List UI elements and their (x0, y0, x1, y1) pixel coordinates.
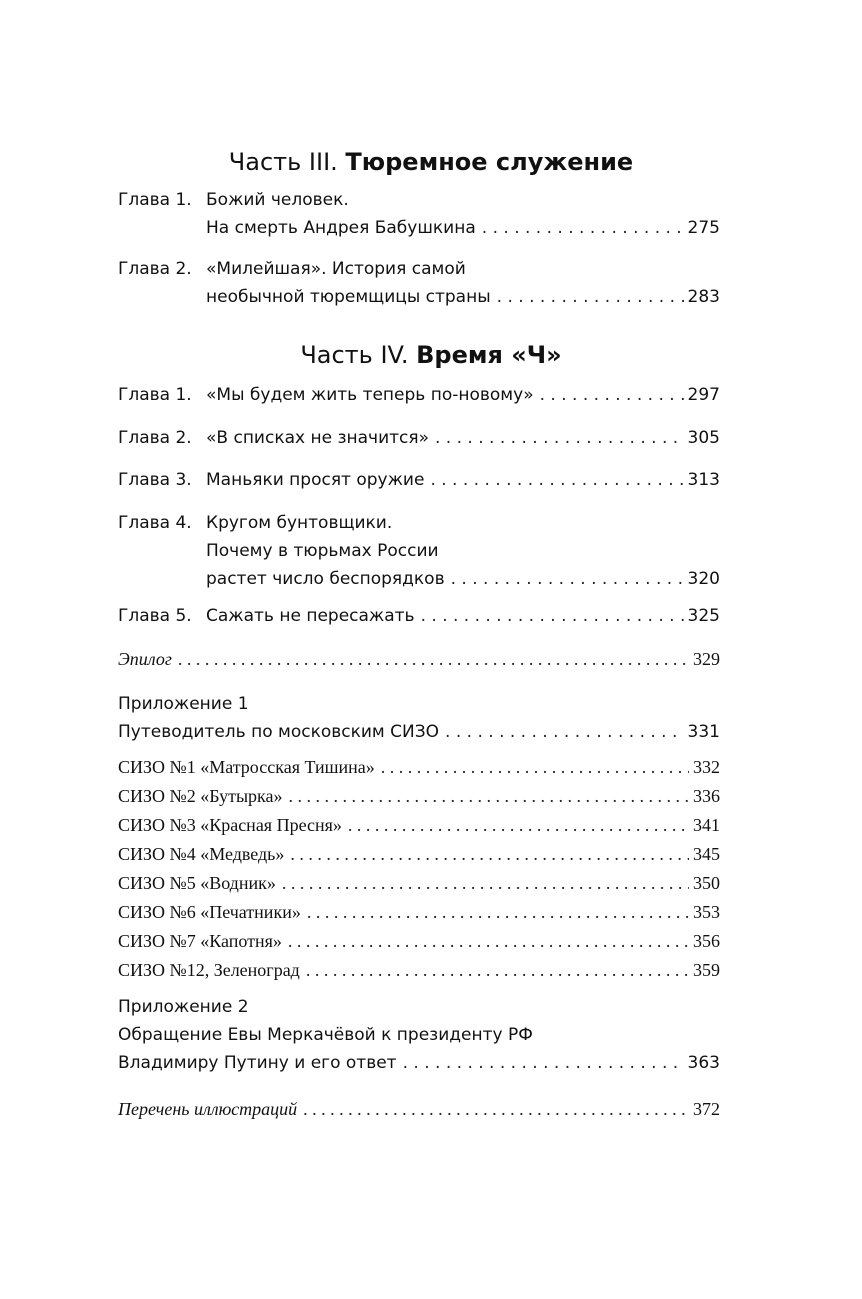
toc-entry-illustrations[interactable] (118, 1095, 720, 1123)
page-number: 341 (693, 815, 720, 835)
dot-leader (288, 927, 689, 955)
sizo-title: СИЗО №5 «Водник» (118, 873, 276, 893)
chapter-title-line: Почему в тюрьмах России (206, 541, 439, 561)
chapter-label: Глава 2. (118, 259, 192, 279)
illustrations-title: Перечень иллюстраций (118, 1099, 298, 1119)
page-number: 363 (687, 1053, 720, 1073)
dot-leader (497, 283, 684, 311)
chapter-label: Глава 4. (118, 513, 192, 533)
dot-leader (178, 645, 689, 673)
sizo-item[interactable] (118, 927, 720, 956)
sizo-title: СИЗО №6 «Печатники» (118, 902, 301, 922)
dot-leader (403, 1049, 684, 1077)
toc-entry-part4-ch4[interactable] (118, 509, 720, 593)
page-number: 336 (693, 786, 720, 806)
chapter-title-line: Маньяки просят оружие (206, 470, 425, 490)
chapter-title-line: Сажать не пересажать (206, 606, 415, 626)
dot-leader (445, 718, 684, 746)
page-number: 356 (693, 931, 720, 951)
dot-leader (435, 424, 684, 452)
chapter-label: Глава 2. (118, 428, 192, 448)
toc-entry-part4-ch2[interactable] (118, 424, 720, 452)
chapter-label: Глава 1. (118, 190, 192, 210)
dot-leader (289, 782, 689, 810)
appendix-title-line: Обращение Евы Меркачёвой к президенту РФ (118, 1025, 533, 1045)
sizo-title: СИЗО №4 «Медведь» (118, 844, 285, 864)
toc-entry-part3-ch1[interactable] (118, 186, 720, 242)
chapter-title-line: Божий человек. (206, 190, 349, 210)
part-4-heading (0, 340, 862, 370)
chapter-label: Глава 3. (118, 470, 192, 490)
part-3-title: Тюремное служение (345, 148, 634, 176)
sizo-title: СИЗО №1 «Матросская Тишина» (118, 757, 375, 777)
sizo-title: СИЗО №2 «Бутырка» (118, 786, 283, 806)
page-number: 353 (693, 902, 720, 922)
dot-leader (381, 753, 689, 781)
epilogue-title: Эпилог (118, 649, 172, 669)
chapter-title-line: необычной тюремщицы страны (206, 287, 491, 307)
toc-entry-part4-ch5[interactable] (118, 602, 720, 630)
chapter-label: Глава 1. (118, 385, 192, 405)
part-4-prefix: Часть IV. (300, 341, 409, 369)
page-number: 313 (687, 470, 720, 490)
chapter-title-line: «В списках не значится» (206, 428, 429, 448)
chapter-title-line: На смерть Андрея Бабушкина (206, 218, 476, 238)
sizo-title: СИЗО №7 «Капотня» (118, 931, 282, 951)
chapter-title-line: Кругом бунтовщики. (206, 513, 393, 533)
sizo-item[interactable] (118, 811, 720, 840)
page-number: 325 (687, 606, 720, 626)
page-number: 329 (693, 649, 720, 669)
page-number: 345 (693, 844, 720, 864)
part-3-heading (0, 147, 862, 177)
toc-entry-part3-ch2[interactable] (118, 255, 720, 311)
dot-leader (303, 1095, 689, 1123)
sizo-item[interactable] (118, 898, 720, 927)
chapter-title-line: «Мы будем жить теперь по-новому» (206, 385, 534, 405)
appendix-title-line: Владимиру Путину и его ответ (118, 1053, 397, 1073)
page-number: 359 (693, 960, 720, 980)
dot-leader (451, 565, 684, 593)
dot-leader (540, 381, 684, 409)
sizo-item[interactable] (118, 840, 720, 869)
sizo-title: СИЗО №12, Зеленоград (118, 960, 300, 980)
dot-leader (421, 602, 684, 630)
toc-entry-appendix-1[interactable] (118, 690, 720, 746)
appendix-label: Приложение 2 (118, 997, 249, 1017)
dot-leader (306, 956, 689, 984)
dot-leader (482, 214, 684, 242)
sizo-item[interactable] (118, 956, 720, 985)
page-number: 350 (693, 873, 720, 893)
page-number: 320 (687, 569, 720, 589)
toc-entry-part4-ch3[interactable] (118, 466, 720, 494)
page-number: 275 (687, 218, 720, 238)
dot-leader (290, 840, 689, 868)
page-number: 283 (687, 287, 720, 307)
page-number: 305 (687, 428, 720, 448)
appendix-title: Путеводитель по московским СИЗО (118, 722, 440, 742)
page-number: 297 (687, 385, 720, 405)
sizo-list (118, 753, 720, 985)
toc-entry-appendix-2[interactable] (118, 993, 720, 1077)
toc-entry-part4-ch1[interactable] (118, 381, 720, 409)
toc-entry-epilogue[interactable] (118, 645, 720, 673)
dot-leader (430, 466, 683, 494)
chapter-title-line: «Милейшая». История самой (206, 259, 466, 279)
part-3-prefix: Часть III. (228, 148, 338, 176)
dot-leader (282, 869, 689, 897)
chapter-title-line: растет число беспорядков (206, 569, 445, 589)
chapter-label: Глава 5. (118, 606, 192, 626)
appendix-label: Приложение 1 (118, 694, 249, 714)
page-number: 372 (693, 1099, 720, 1119)
part-4-title: Время «Ч» (416, 341, 562, 369)
page-number: 331 (687, 722, 720, 742)
sizo-title: СИЗО №3 «Красная Пресня» (118, 815, 342, 835)
dot-leader (307, 898, 689, 926)
dot-leader (348, 811, 689, 839)
sizo-item[interactable] (118, 782, 720, 811)
sizo-item[interactable] (118, 869, 720, 898)
page-number: 332 (693, 757, 720, 777)
sizo-item[interactable] (118, 753, 720, 782)
